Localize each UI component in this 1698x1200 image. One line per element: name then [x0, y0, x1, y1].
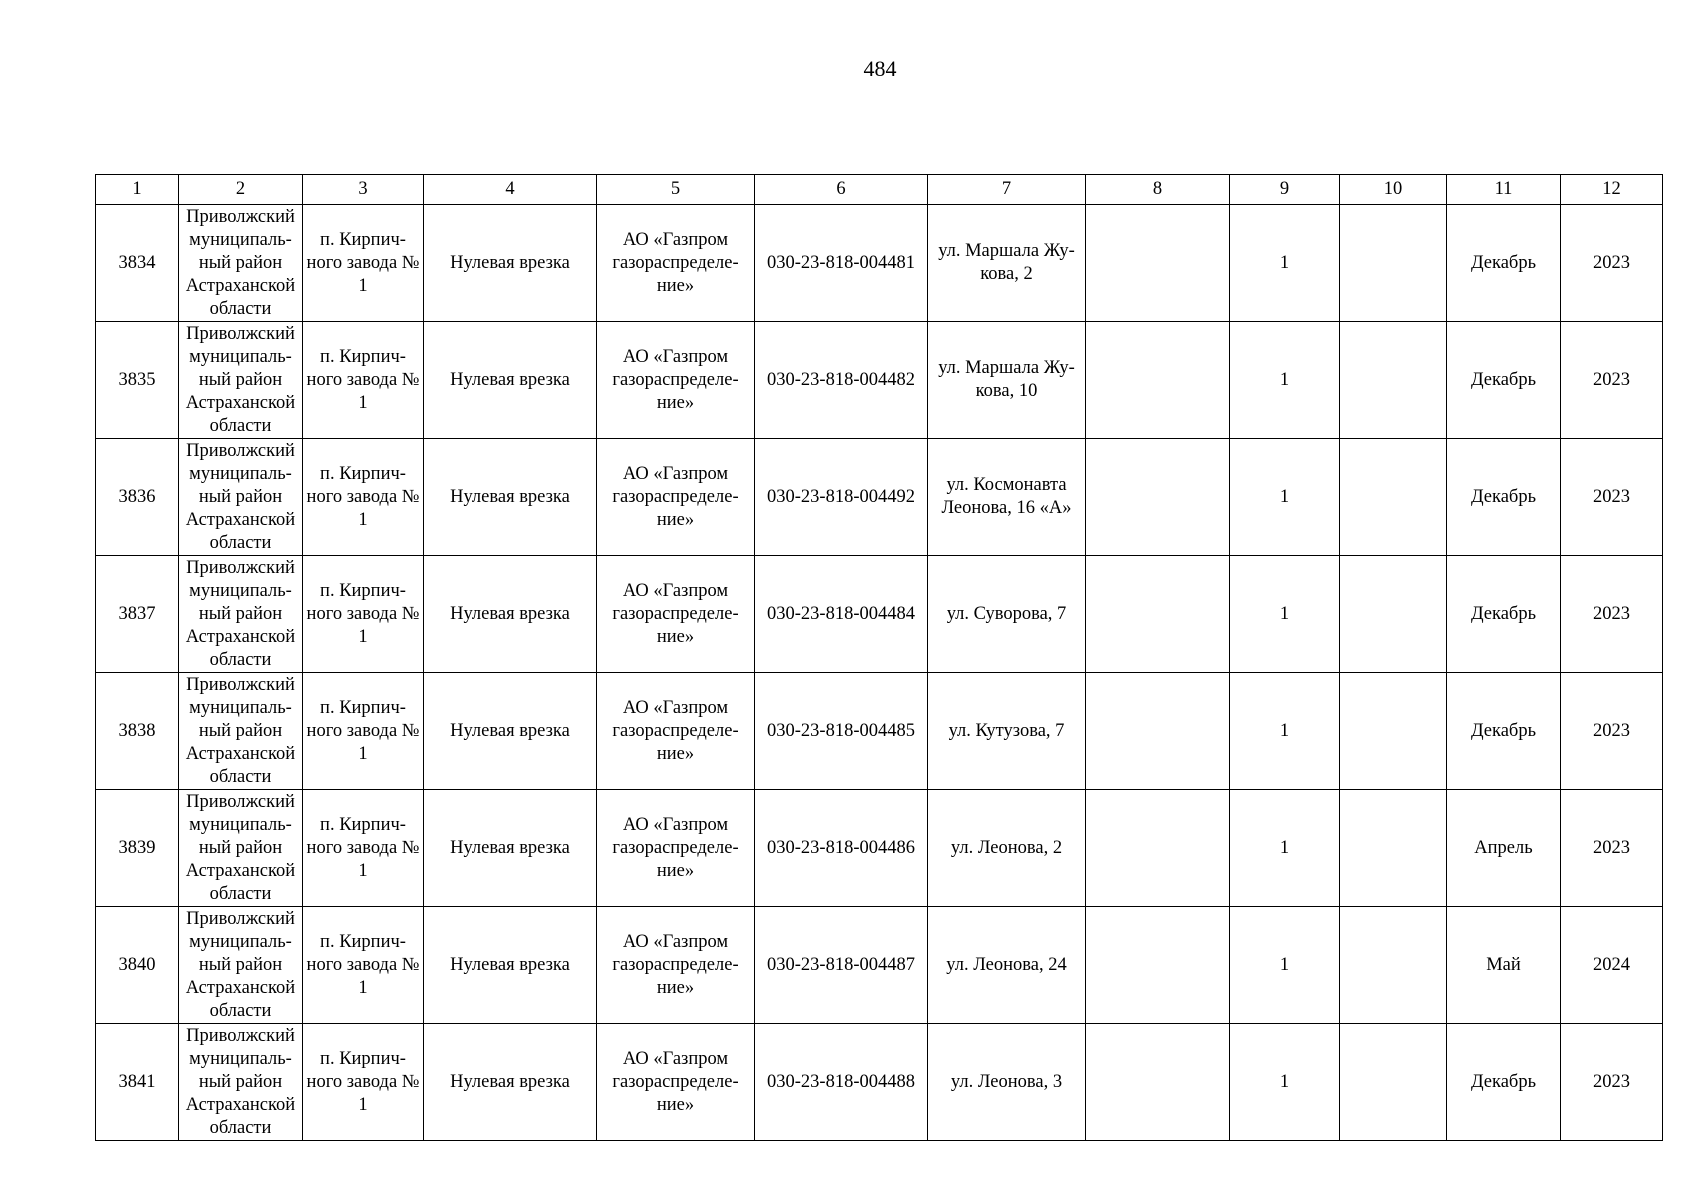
organization-cell: АО «Газпром газораспределе-ние» — [597, 907, 755, 1024]
object-code-cell: 030-23-818-004481 — [755, 205, 928, 322]
column-10-cell — [1340, 556, 1447, 673]
address-cell: ул. Кутузова, 7 — [928, 673, 1086, 790]
table-row — [96, 907, 1663, 1024]
column-10-cell — [1340, 205, 1447, 322]
column-header: 8 — [1086, 175, 1230, 205]
settlement-cell: п. Кирпич-ного завода № 1 — [303, 322, 424, 439]
table-row — [96, 790, 1663, 907]
year-cell: 2023 — [1561, 673, 1663, 790]
quantity-cell: 1 — [1230, 673, 1340, 790]
object-code-cell: 030-23-818-004488 — [755, 1024, 928, 1141]
column-header: 7 — [928, 175, 1086, 205]
column-header: 10 — [1340, 175, 1447, 205]
address-cell: ул. Маршала Жу-кова, 10 — [928, 322, 1086, 439]
district-cell: Приволжский муниципаль-ный район Астраханской области — [179, 322, 303, 439]
object-code-cell: 030-23-818-004485 — [755, 673, 928, 790]
column-header: 12 — [1561, 175, 1663, 205]
settlement-cell: п. Кирпич-ного завода № 1 — [303, 556, 424, 673]
connection-type-cell: Нулевая врезка — [424, 790, 597, 907]
connection-type-cell: Нулевая врезка — [424, 205, 597, 322]
connection-type-cell: Нулевая врезка — [424, 1024, 597, 1141]
page-number: 484 — [863, 56, 897, 81]
row-number: 3835 — [96, 322, 179, 439]
year-cell: 2023 — [1561, 1024, 1663, 1141]
column-header: 6 — [755, 175, 928, 205]
quantity-cell: 1 — [1230, 790, 1340, 907]
row-number: 3838 — [96, 673, 179, 790]
quantity-cell: 1 — [1230, 556, 1340, 673]
object-code-cell: 030-23-818-004484 — [755, 556, 928, 673]
year-cell: 2023 — [1561, 322, 1663, 439]
year-cell: 2023 — [1561, 439, 1663, 556]
table-row — [96, 556, 1663, 673]
row-number: 3840 — [96, 907, 179, 1024]
address-cell: ул. Маршала Жу-кова, 2 — [928, 205, 1086, 322]
column-header: 3 — [303, 175, 424, 205]
year-cell: 2023 — [1561, 205, 1663, 322]
quantity-cell: 1 — [1230, 1024, 1340, 1141]
column-8-cell — [1086, 1024, 1230, 1141]
organization-cell: АО «Газпром газораспределе-ние» — [597, 205, 755, 322]
row-number: 3839 — [96, 790, 179, 907]
month-cell: Декабрь — [1447, 439, 1561, 556]
column-8-cell — [1086, 439, 1230, 556]
column-8-cell — [1086, 790, 1230, 907]
month-cell: Апрель — [1447, 790, 1561, 907]
row-number: 3837 — [96, 556, 179, 673]
month-cell: Декабрь — [1447, 1024, 1561, 1141]
table-row — [96, 673, 1663, 790]
connection-type-cell: Нулевая врезка — [424, 439, 597, 556]
address-cell: ул. Леонова, 3 — [928, 1024, 1086, 1141]
table-row — [96, 1024, 1663, 1141]
column-10-cell — [1340, 1024, 1447, 1141]
column-header: 1 — [96, 175, 179, 205]
settlement-cell: п. Кирпич-ного завода № 1 — [303, 205, 424, 322]
object-code-cell: 030-23-818-004487 — [755, 907, 928, 1024]
month-cell: Май — [1447, 907, 1561, 1024]
object-code-cell: 030-23-818-004486 — [755, 790, 928, 907]
district-cell: Приволжский муниципаль-ный район Астраханской области — [179, 790, 303, 907]
quantity-cell: 1 — [1230, 322, 1340, 439]
organization-cell: АО «Газпром газораспределе-ние» — [597, 556, 755, 673]
organization-cell: АО «Газпром газораспределе-ние» — [597, 322, 755, 439]
connection-type-cell: Нулевая врезка — [424, 673, 597, 790]
year-cell: 2023 — [1561, 556, 1663, 673]
column-10-cell — [1340, 673, 1447, 790]
settlement-cell: п. Кирпич-ного завода № 1 — [303, 907, 424, 1024]
object-code-cell: 030-23-818-004492 — [755, 439, 928, 556]
settlement-cell: п. Кирпич-ного завода № 1 — [303, 673, 424, 790]
column-8-cell — [1086, 673, 1230, 790]
month-cell: Декабрь — [1447, 556, 1561, 673]
column-8-cell — [1086, 205, 1230, 322]
quantity-cell: 1 — [1230, 907, 1340, 1024]
column-10-cell — [1340, 439, 1447, 556]
row-number: 3834 — [96, 205, 179, 322]
connection-type-cell: Нулевая врезка — [424, 322, 597, 439]
month-cell: Декабрь — [1447, 673, 1561, 790]
district-cell: Приволжский муниципаль-ный район Астраханской области — [179, 205, 303, 322]
district-cell: Приволжский муниципаль-ный район Астраханской области — [179, 673, 303, 790]
settlement-cell: п. Кирпич-ного завода № 1 — [303, 790, 424, 907]
column-header: 5 — [597, 175, 755, 205]
district-cell: Приволжский муниципаль-ный район Астраханской области — [179, 907, 303, 1024]
organization-cell: АО «Газпром газораспределе-ние» — [597, 790, 755, 907]
connection-type-cell: Нулевая врезка — [424, 556, 597, 673]
register-table — [95, 174, 1663, 1141]
address-cell: ул. Космонавта Леонова, 16 «А» — [928, 439, 1086, 556]
district-cell: Приволжский муниципаль-ный район Астраханской области — [179, 556, 303, 673]
address-cell: ул. Леонова, 2 — [928, 790, 1086, 907]
connection-type-cell: Нулевая врезка — [424, 907, 597, 1024]
column-8-cell — [1086, 322, 1230, 439]
organization-cell: АО «Газпром газораспределе-ние» — [597, 439, 755, 556]
column-header: 4 — [424, 175, 597, 205]
settlement-cell: п. Кирпич-ного завода № 1 — [303, 439, 424, 556]
organization-cell: АО «Газпром газораспределе-ние» — [597, 1024, 755, 1141]
column-8-cell — [1086, 556, 1230, 673]
table-row — [96, 322, 1663, 439]
row-number: 3836 — [96, 439, 179, 556]
column-header: 2 — [179, 175, 303, 205]
month-cell: Декабрь — [1447, 322, 1561, 439]
row-number: 3841 — [96, 1024, 179, 1141]
address-cell: ул. Леонова, 24 — [928, 907, 1086, 1024]
column-number-row — [96, 175, 1663, 205]
year-cell: 2024 — [1561, 907, 1663, 1024]
column-10-cell — [1340, 907, 1447, 1024]
object-code-cell: 030-23-818-004482 — [755, 322, 928, 439]
table-row — [96, 205, 1663, 322]
column-10-cell — [1340, 322, 1447, 439]
address-cell: ул. Суворова, 7 — [928, 556, 1086, 673]
settlement-cell: п. Кирпич-ного завода № 1 — [303, 1024, 424, 1141]
district-cell: Приволжский муниципаль-ный район Астраханской области — [179, 1024, 303, 1141]
organization-cell: АО «Газпром газораспределе-ние» — [597, 673, 755, 790]
table-row — [96, 439, 1663, 556]
quantity-cell: 1 — [1230, 439, 1340, 556]
quantity-cell: 1 — [1230, 205, 1340, 322]
column-header: 11 — [1447, 175, 1561, 205]
column-header: 9 — [1230, 175, 1340, 205]
column-8-cell — [1086, 907, 1230, 1024]
year-cell: 2023 — [1561, 790, 1663, 907]
month-cell: Декабрь — [1447, 205, 1561, 322]
district-cell: Приволжский муниципаль-ный район Астраханской области — [179, 439, 303, 556]
column-10-cell — [1340, 790, 1447, 907]
